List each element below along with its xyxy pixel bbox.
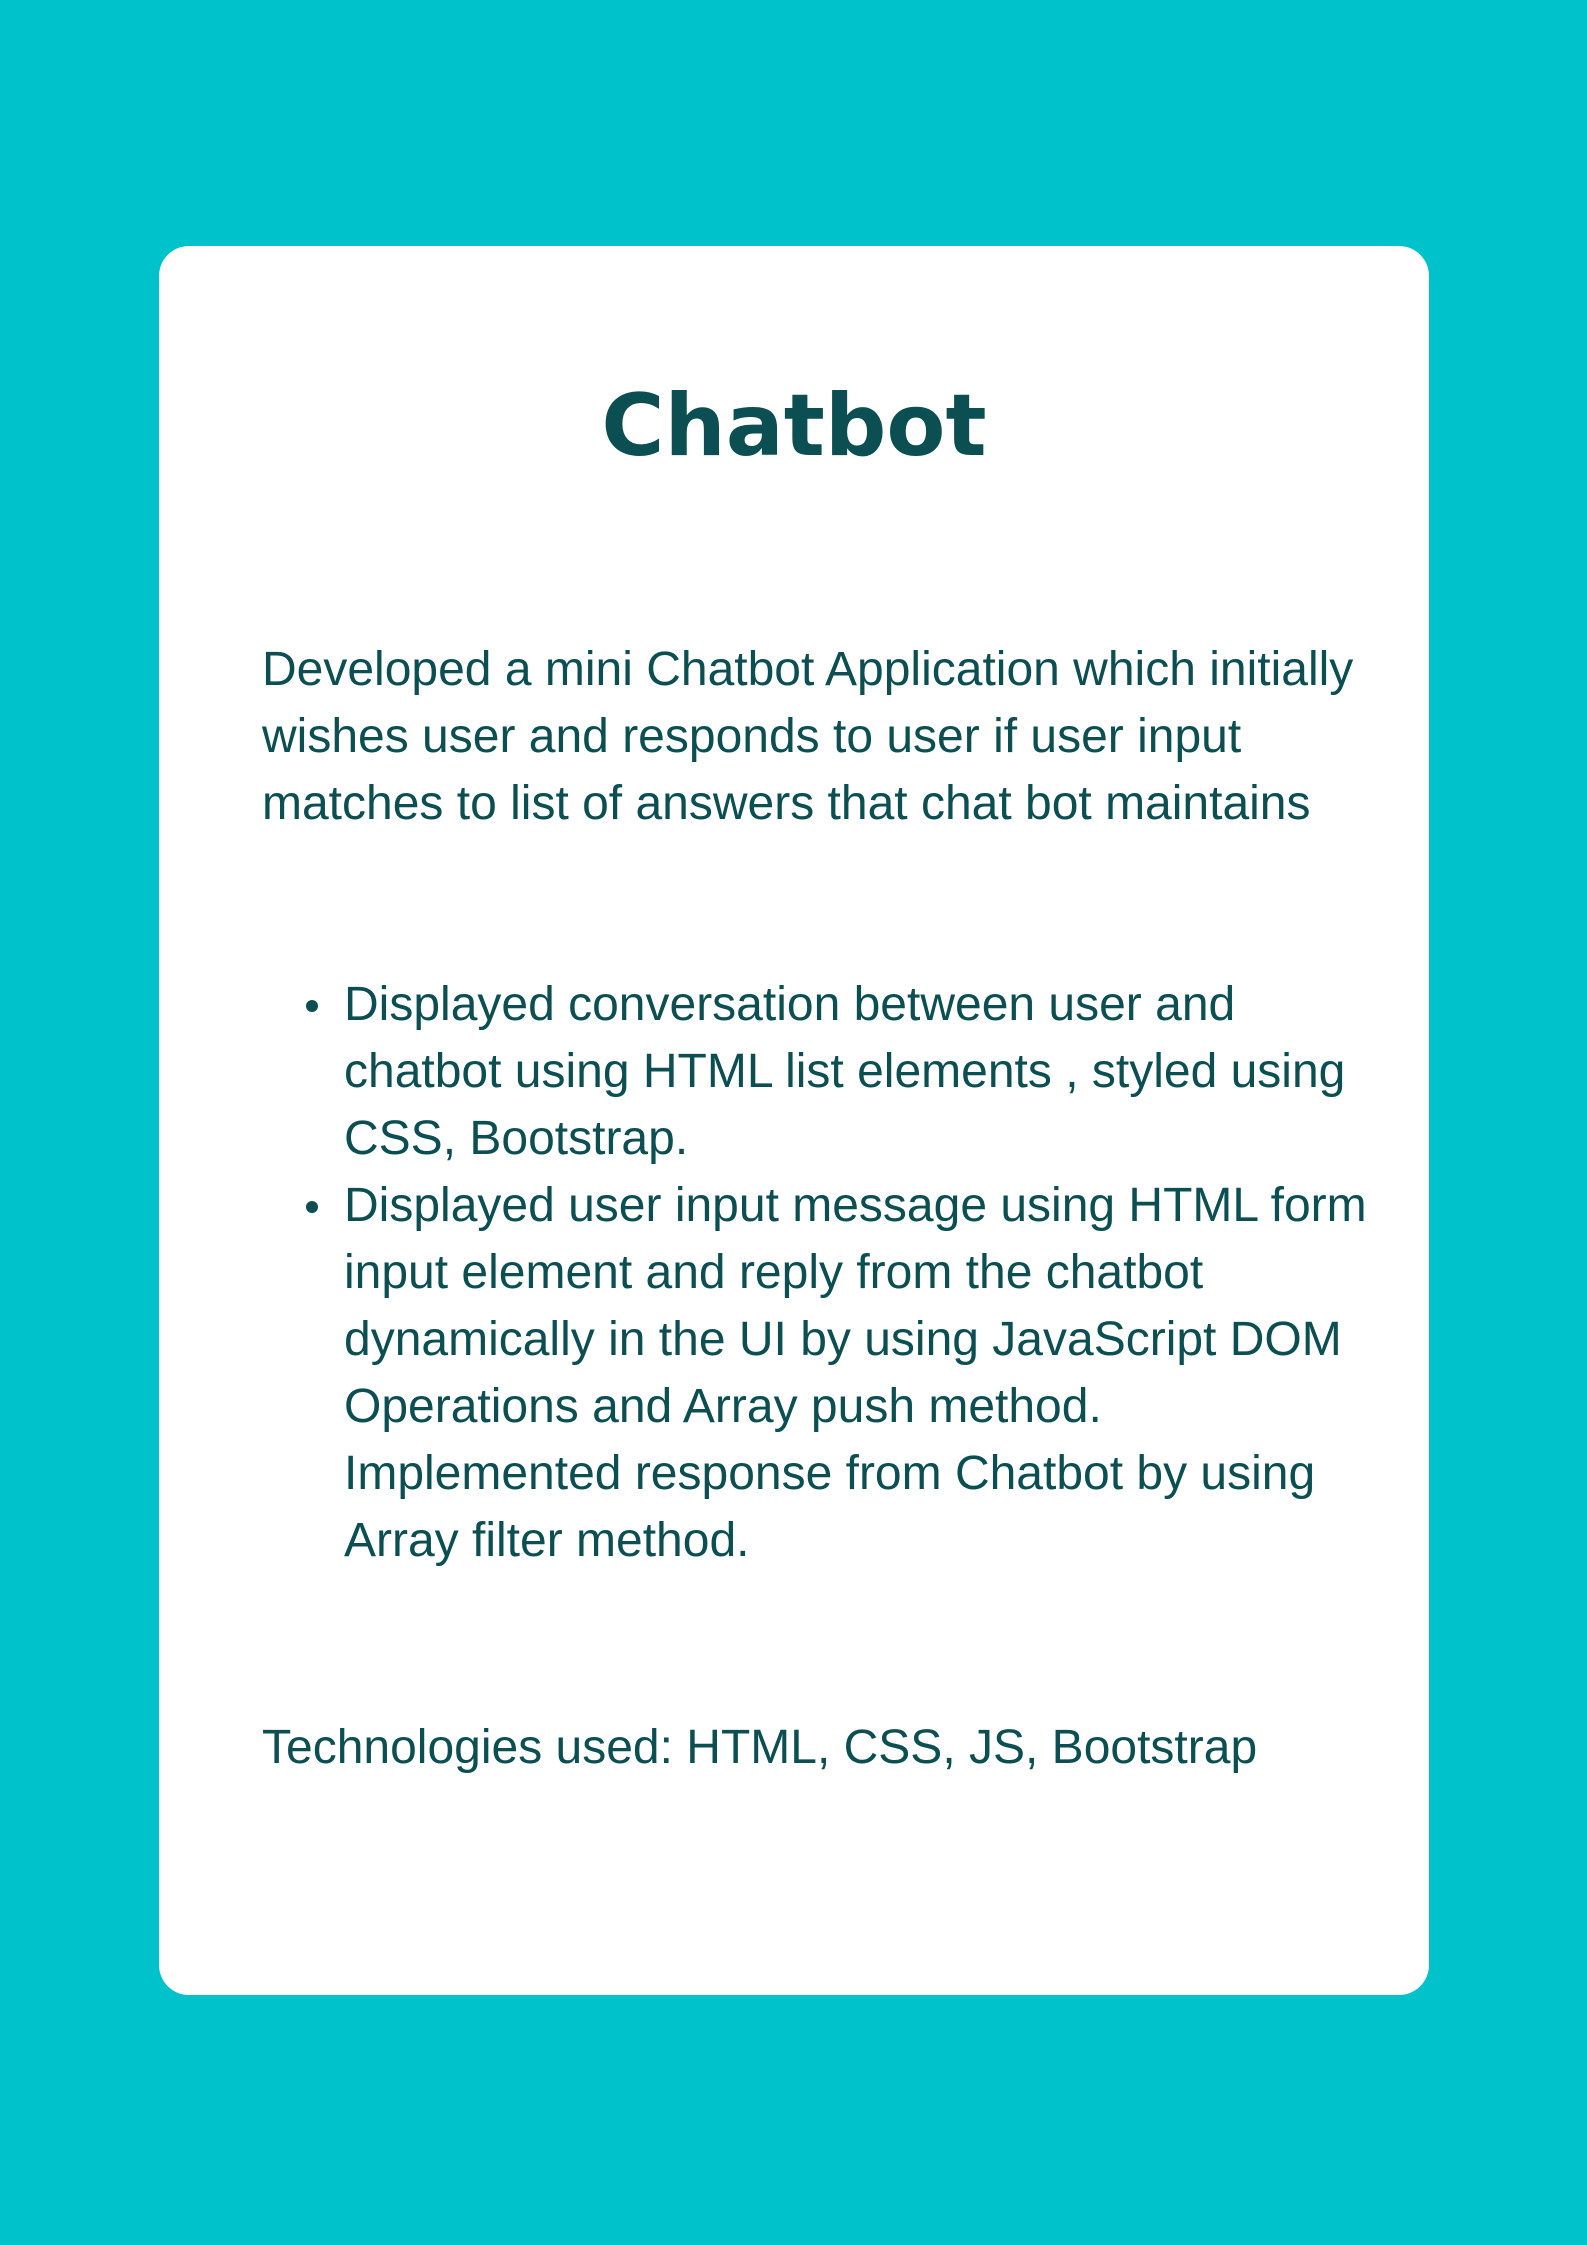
page-title: Chatbot xyxy=(601,376,987,476)
list-item xyxy=(262,971,1372,1172)
project-description: Developed a mini Chatbot Application which initially wishes user and responds to user if user input matches to list of answers that chat bot maintains xyxy=(262,643,1354,830)
list-item xyxy=(262,1172,1372,1574)
project-card xyxy=(159,246,1429,1995)
feature-text: Displayed user input message using HTML form input element and reply from the chatbot dynamically in the UI by using JavaScript DOM Operations and Array push method. Implemented response from Chatbot by using Array filter method. xyxy=(344,1179,1367,1567)
technologies-used: Technologies used: HTML, CSS, JS, Bootstrap xyxy=(262,1721,1258,1774)
feature-text: Displayed conversation between user and chatbot using HTML list elements , styled using CSS, Bootstrap. xyxy=(344,978,1346,1165)
bullet-icon xyxy=(306,1201,318,1213)
feature-list xyxy=(262,971,1372,1574)
bullet-icon xyxy=(306,1000,318,1012)
